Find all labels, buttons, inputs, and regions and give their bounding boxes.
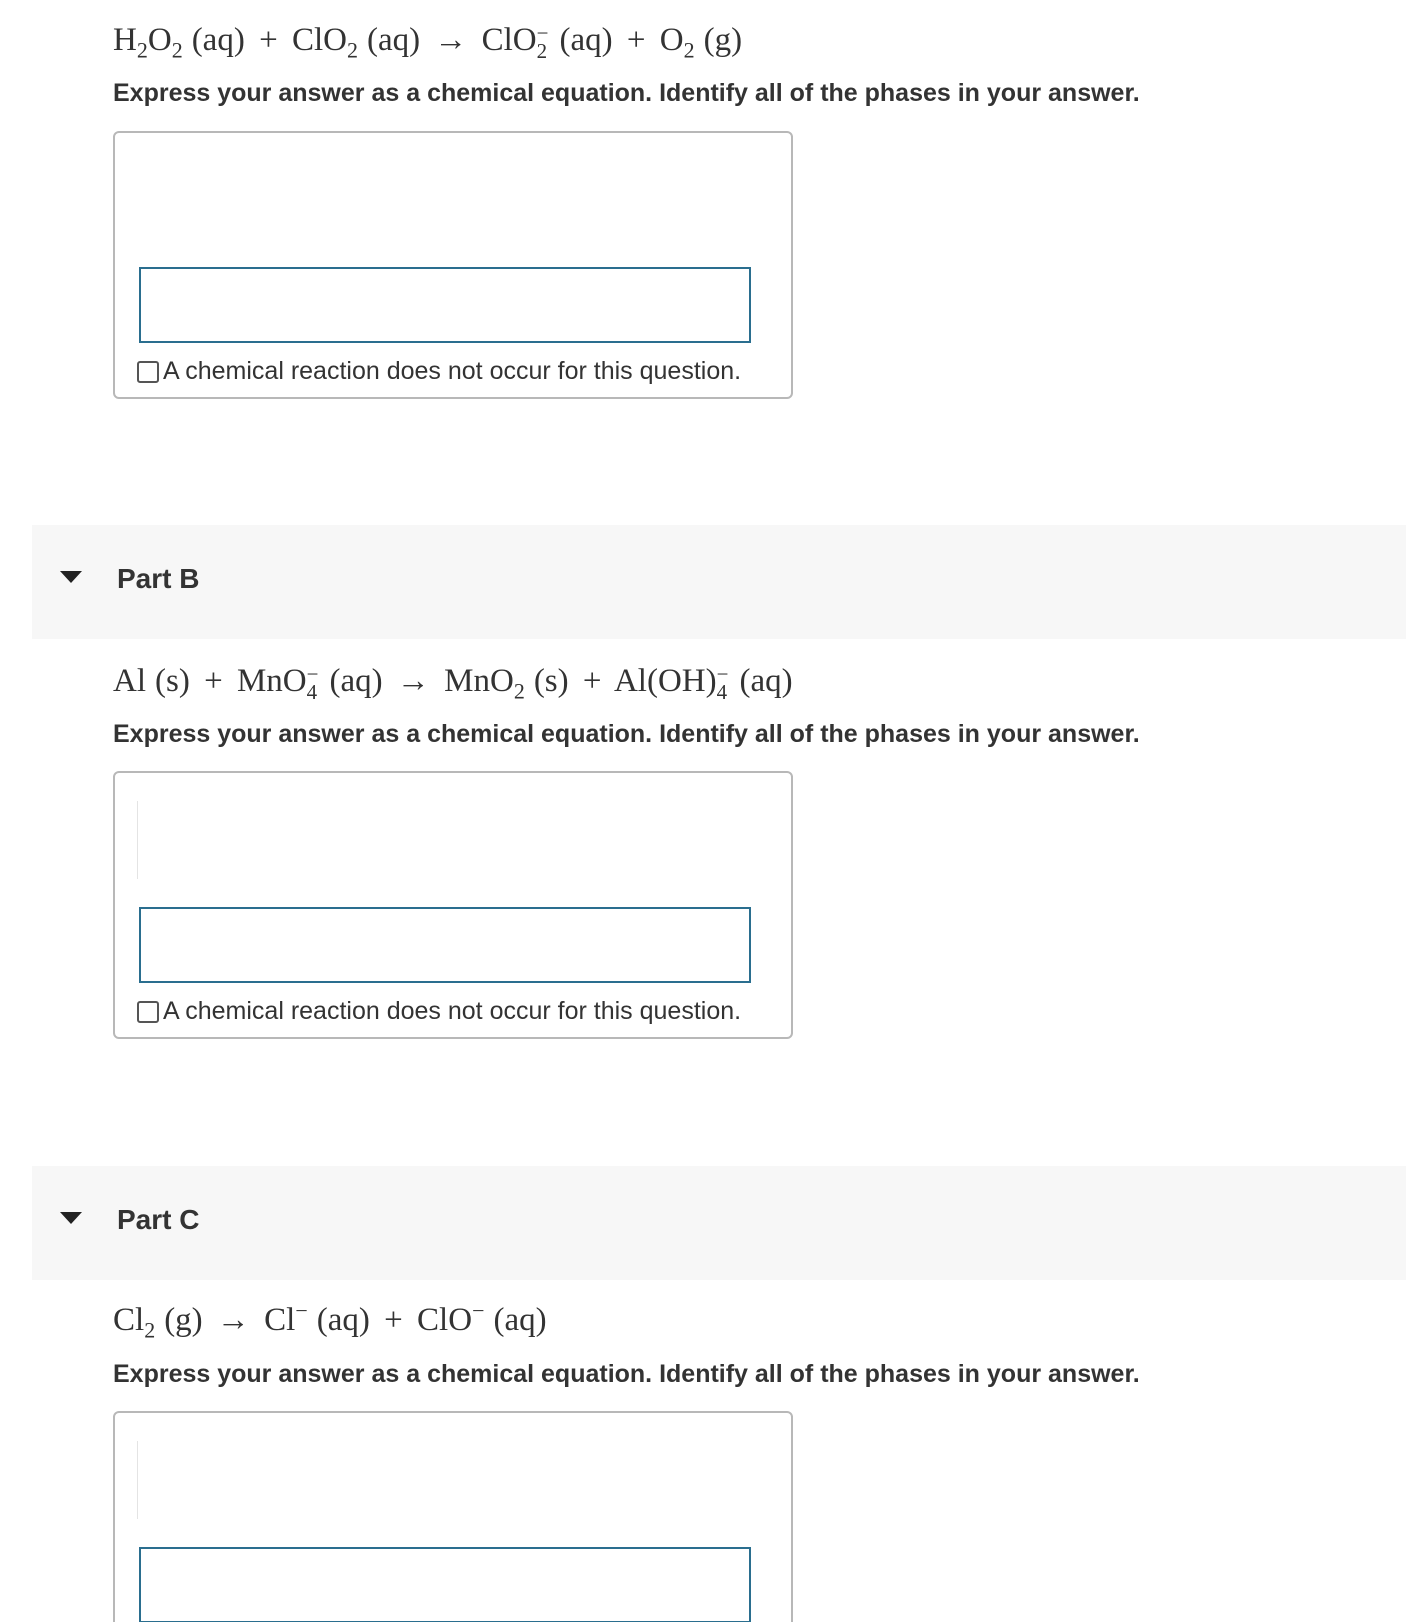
part-b-answer-box xyxy=(113,771,793,1039)
part-c-answer-box xyxy=(113,1411,793,1622)
part-c-instruction: Express your answer as a chemical equation. Identify all of the phases in your answer. xyxy=(113,1360,1140,1388)
answer-toolbar-edge xyxy=(137,801,138,879)
part-b-no-reaction-label: A chemical reaction does not occur for this question. xyxy=(163,997,742,1025)
part-a-answer-input[interactable] xyxy=(139,267,751,343)
part-b-header[interactable] xyxy=(32,525,1406,639)
part-c-title: Part C xyxy=(117,1204,200,1235)
part-a-no-reaction-checkbox[interactable] xyxy=(137,361,159,383)
collapse-caret-icon[interactable] xyxy=(60,571,82,583)
part-b-title: Part B xyxy=(117,563,200,594)
part-a-instruction: Express your answer as a chemical equation. Identify all of the phases in your answer. xyxy=(113,79,1140,107)
part-b-equation: Al (s) + MnO − 4 (aq) → MnO$_2$ (s) + Al(OH) − 4 (aq) xyxy=(113,662,793,705)
answer-toolbar-edge xyxy=(137,1441,138,1519)
part-c-header[interactable] xyxy=(32,1166,1406,1280)
part-b-instruction: Express your answer as a chemical equation. Identify all of the phases in your answer. xyxy=(113,720,1140,748)
part-a-no-reaction-option[interactable] xyxy=(137,357,741,386)
part-a-answer-box xyxy=(113,131,793,399)
part-b-no-reaction-checkbox[interactable] xyxy=(137,1001,159,1023)
part-b-no-reaction-option[interactable] xyxy=(137,997,741,1026)
part-c-equation: $Cl_2$ (g) → Cl− (aq) + ClO− (aq) xyxy=(113,1298,547,1343)
part-b-answer-input[interactable] xyxy=(139,907,751,983)
collapse-caret-icon[interactable] xyxy=(60,1212,82,1224)
part-a-equation: $H_2O_2$ (aq) + ClO$_2$ (aq) → ClO − 2 $(aq) + O_2$ (g) xyxy=(113,21,743,64)
part-c-answer-input[interactable] xyxy=(139,1547,751,1622)
part-a-no-reaction-label: A chemical reaction does not occur for this question. xyxy=(163,357,742,385)
